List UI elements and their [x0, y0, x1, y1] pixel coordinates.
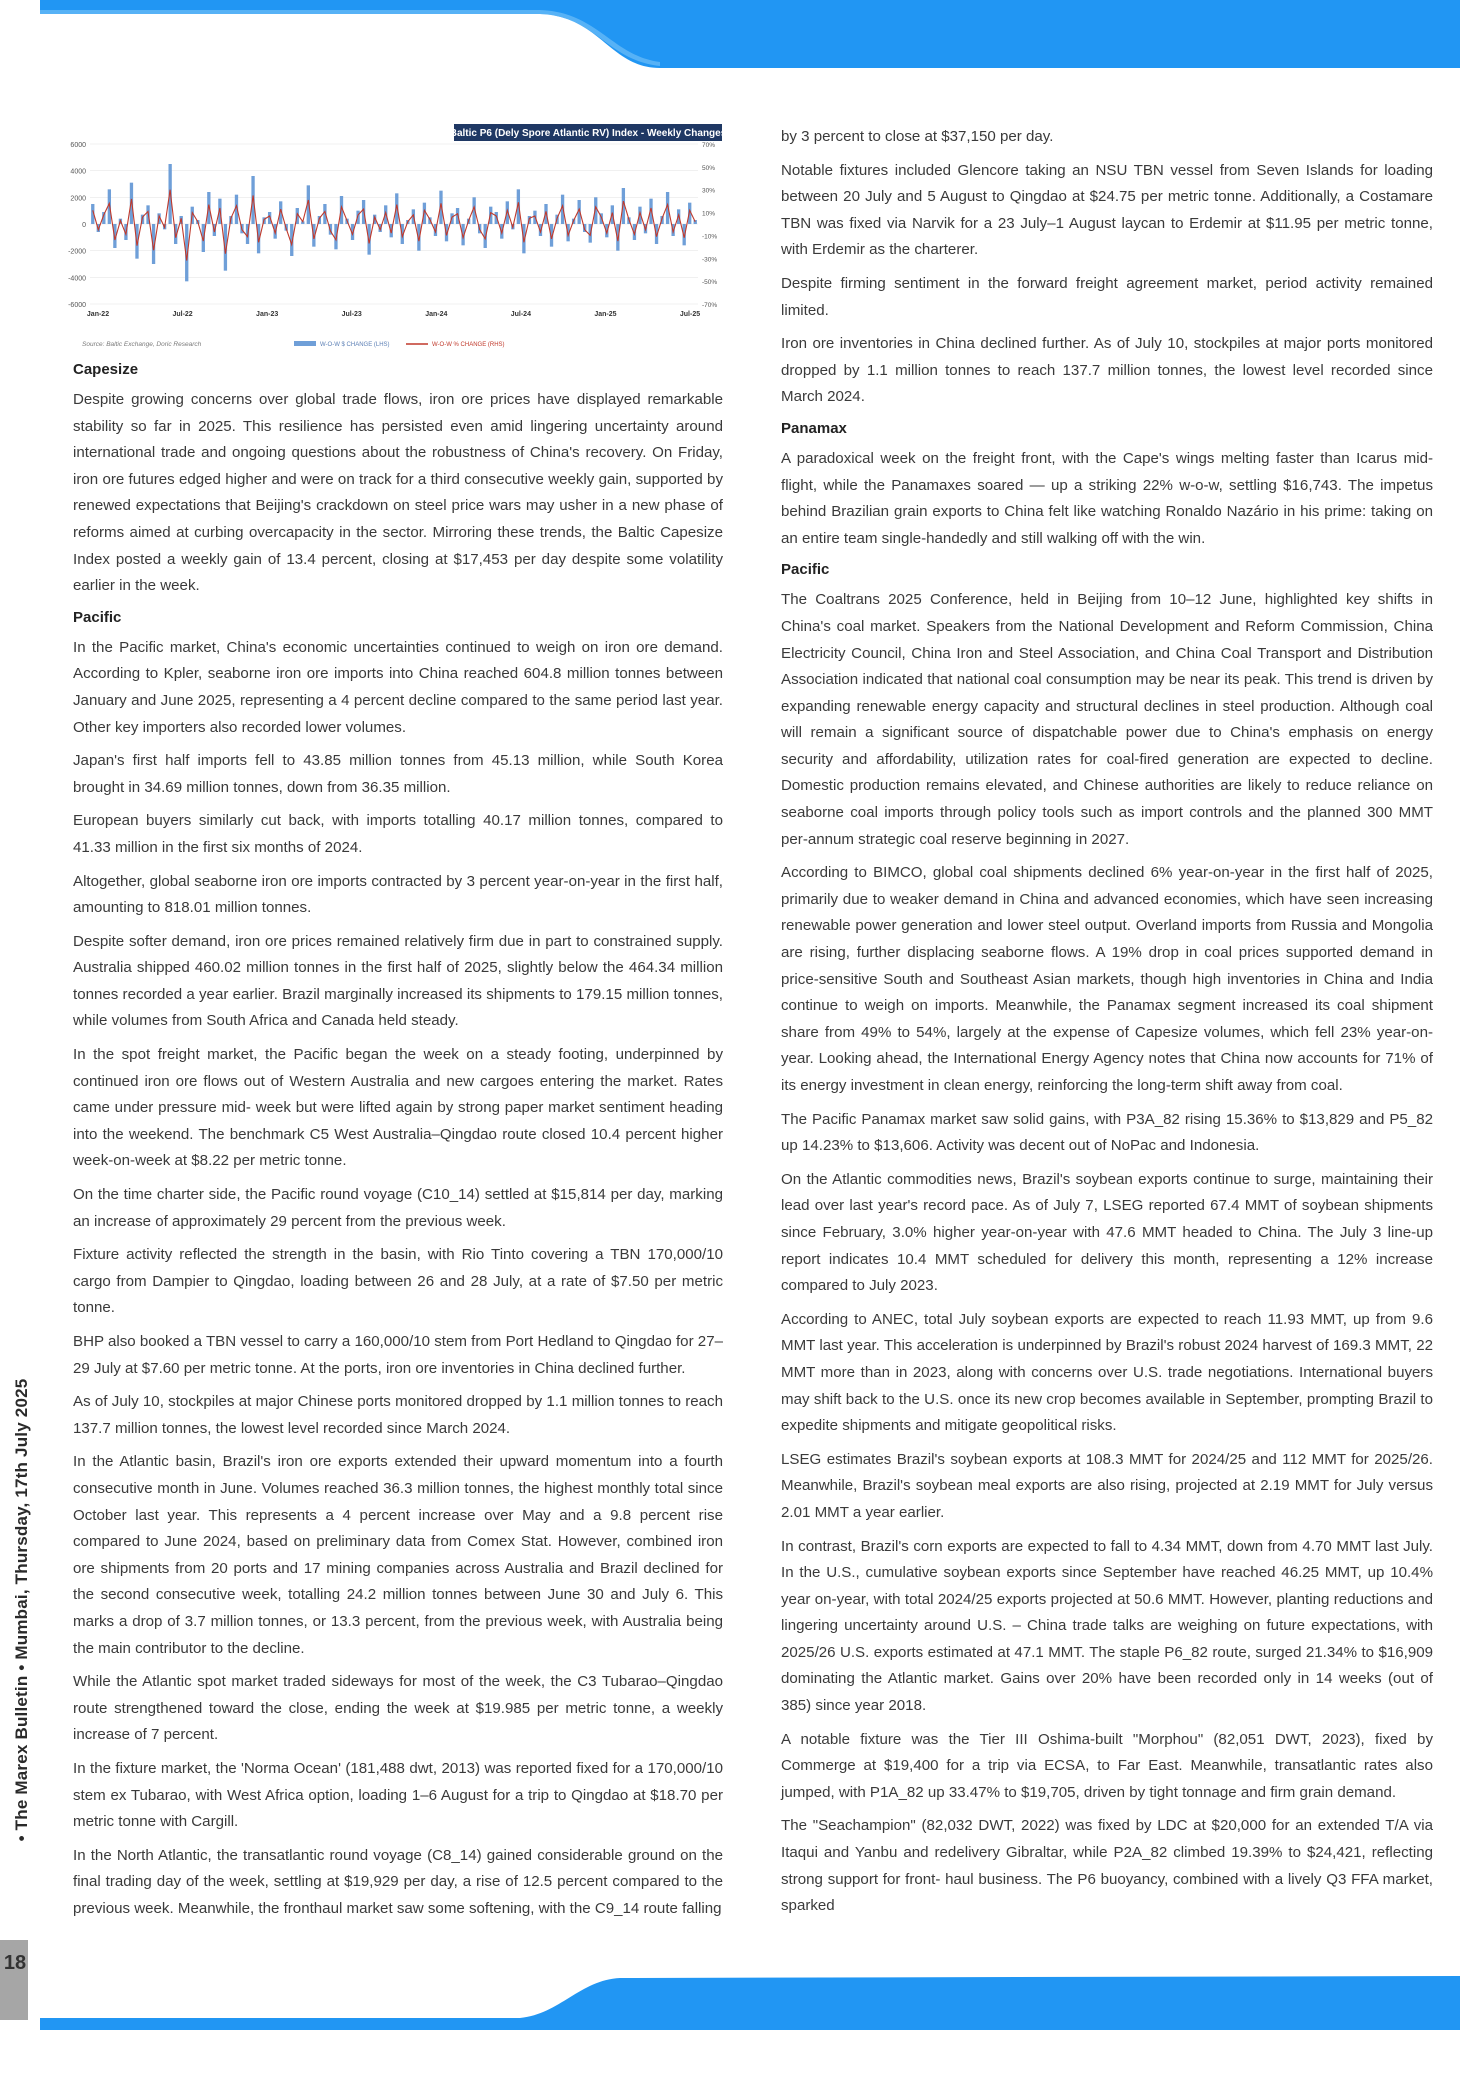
footer-band-shape: [40, 1976, 1460, 2030]
chart-bar: [334, 224, 337, 249]
heading-panamax: Panamax: [781, 419, 847, 437]
chart-right-tick: -10%: [702, 233, 718, 241]
chart-right-tick: -30%: [702, 256, 718, 264]
right-column: [781, 124, 1433, 1927]
chart-series-line: [93, 190, 695, 261]
chart-x-tick: Jul-24: [510, 311, 531, 318]
chart-x-tick: Jan-24: [425, 311, 448, 318]
left-column: [73, 357, 723, 1929]
paragraph: The Coaltrans 2025 Conference, held in Beijing from 10–12 June, highlighted key shifts in China's coal market. Speakers from the National Development and Reform Commission, China Electricity Council, China Iron and Steel Association, and China Coal Transport and Distribution Association indicated that national coal consumption may be near its peak. This trend is driven by expanding renewable energy capacity and structural declines in steel production. Although coal will remain a significant source of dispatchable power due to China's emphasis on energy security and affordability, utilization rates for coal-fired generation are expected to decline. Domestic production remains elevated, and Chinese authorities are likely to reduce reliance on seaborne coal imports through policy tools such as import controls and the planned 300 MMT per-annum strategic coal reserve beginning in 2027.: [781, 591, 1433, 848]
chart-left-tick: -6000: [68, 302, 86, 309]
heading-pacific: Pacific: [781, 561, 830, 579]
paragraph: by 3 percent to close at $37,150 per day.: [781, 128, 1054, 145]
baltic-p6-chart: [68, 124, 728, 354]
chart-x-tick: Jan-23: [256, 311, 279, 318]
paragraph: Fixture activity reflected the strength in the basin, with Rio Tinto covering a TBN 170,000/10 cargo from Dampier to Qingdao, loading between 26 and 28 July, at a rate of $7.50 per metric tonne.: [73, 1246, 723, 1317]
chart-left-tick: -4000: [68, 275, 86, 283]
paragraph: European buyers similarly cut back, with imports totalling 40.17 million tonnes, compared to 41.33 million in the first six months of 2024.: [73, 812, 723, 856]
paragraph: As of July 10, stockpiles at major Chinese ports monitored dropped by 1.1 million tonnes to reach 137.7 million tonnes, the lowest level recorded since March 2024.: [73, 1393, 723, 1437]
heading-capesize: Capesize: [73, 361, 139, 378]
paragraph: A paradoxical week on the freight front, with the Cape's wings melting faster than Icarus mid-flight, while the Panamaxes soared — up a striking 22% w-o-w, settling $16,743. The impetus behind Brazilian grain exports to China felt like watching Ronaldo Nazário in his prime: taking on an entire team single-handedly and still walking off with the win.: [781, 449, 1433, 547]
paragraph: Despite softer demand, iron ore prices remained relatively firm due in part to constrained supply. Australia shipped 460.02 million tonnes in the first half of 2025, slightly below the 464.34 million tonnes recorded a year earlier. Brazil marginally increased its shipments to 179.15 million tonnes, while volumes from South Africa and Canada held steady.: [73, 932, 723, 1030]
paragraph: The Pacific Panamax market saw solid gains, with P3A_82 rising 15.36% to $13,829 and P5_82 up 14.23% to $13,606. Activity was decent out of NoPac and Indonesia.: [781, 1110, 1433, 1155]
chart-right-tick: 50%: [702, 164, 716, 172]
chart-right-tick: 10%: [702, 210, 716, 218]
chart-right-tick: -70%: [702, 302, 718, 309]
paragraph: According to ANEC, total July soybean exports are expected to reach 11.93 MMT, up from 9.6 MMT last year. This acceleration is underpinned by Brazil's robust 2024 harvest of 169.3 MMT, 22 MMT more than in 2023, along with concerns over U.S. trade negotiations. International buyers may shift back to the U.S. once its new crop becomes available in September, prompting Brazil to expedite shipments and mitigate geopolitical risks.: [781, 1310, 1433, 1435]
chart-right-tick: -50%: [702, 279, 718, 287]
paragraph: While the Atlantic spot market traded sideways for most of the week, the C3 Tubarao–Qingdao route strengthened toward the close, ending the week at $19.985 per metric tonne, a weekly increase of 7 percent.: [73, 1673, 723, 1744]
paragraph: In the Pacific market, China's economic uncertainties continued to weigh on iron ore demand. According to Kpler, seaborne iron ore imports into China reached 604.8 million tonnes between January and June 2025, representing a 4 percent decline compared to the same period last year. Other key importers also recorded lower volumes.: [73, 638, 723, 736]
header-band: [0, 0, 1460, 68]
paragraph: In the Atlantic basin, Brazil's iron ore exports extended their upward momentum into a fourth consecutive month in June. Volumes reached 36.3 million tonnes, the highest monthly total since October last year. This represents a 4 percent increase over May and a 9.8 percent rise compared to June 2024, based on preliminary data from Comex Stat. However, combined iron ore shipments from 20 ports and 17 mining companies across Australia and Brazil declined for the second consecutive week, totalling 24.2 million tonnes between June 30 and July 6. This marks a drop of 3.7 million tonnes, or 13.3 percent, from the previous week, with Australia being the main contributor to the decline.: [73, 1453, 723, 1657]
paragraph: LSEG estimates Brazil's soybean exports at 108.3 MMT for 2024/25 and 112 MMT for 2025/26. Meanwhile, Brazil's soybean meal exports are also rising, projected at 2.19 MMT for July versus 2.01 MMT a year earlier.: [781, 1450, 1433, 1521]
paragraph: Despite firming sentiment in the forward freight agreement market, period activity remained limited.: [781, 274, 1433, 319]
chart-x-tick: Jul-25: [679, 311, 701, 318]
paragraph: The "Seachampion" (82,032 DWT, 2022) was fixed by LDC at $20,000 for an extended T/A via Itaqui and Yanbu and redelivery Gibraltar, while P2A_82 climbed 19.39% to $24,421, reflecting strong support for front- haul business. The P6 buoyancy, combined with a lively Q3 FFA market, sparked: [781, 1817, 1433, 1915]
paragraph: Iron ore inventories in China declined further. As of July 10, stockpiles at major ports monitored dropped by 1.1 million tonnes to reach 137.7 million tonnes, the lowest level recorded since March 2024.: [781, 335, 1433, 406]
paragraph: Japan's first half imports fell to 43.85 million tonnes from 45.13 million, while South Korea brought in 34.69 million tonnes, down from 36.35 million.: [73, 752, 723, 796]
paragraph: Despite growing concerns over global trade flows, iron ore prices have displayed remarkable stability so far in 2025. This resilience has persisted even amid lingering uncertainty around international trade and ongoing questions about the robustness of China's recovery. On Friday, iron ore futures edged higher and were on track for a third consecutive weekly gain, supported by renewed expectations that Beijing's crackdown on steel price wars may usher in a new phase of reforms aimed at curbing overcapacity in the sector. Mirroring these trends, the Baltic Capesize Index posted a weekly gain of 13.4 percent, closing at $17,453 per day despite some volatility earlier in the week.: [73, 391, 723, 595]
paragraph: In contrast, Brazil's corn exports are expected to fall to 4.34 MMT, down from 4.70 MMT last July. In the U.S., cumulative soybean exports since September have reached 46.25 MMT, up 10.4% year on-year, with total 2024/25 exports projected at 50.6 MMT. However, planting reductions and lingering uncertainty around U.S. – China trade talks are weighing on future expectations, with 2025/26 U.S. exports estimated at 47.1 MMT. The staple P6_82 route, surged 21.34% to $16,909 dominating the Atlantic market. Gains over 20% have been recorded only in 14 weeks (out of 385) since year 2018.: [781, 1537, 1433, 1715]
paragraph: In the spot freight market, the Pacific began the week on a steady footing, underpinned by continued iron ore flows out of Western Australia and new cargoes entering the market. Rates came under pressure mid- week but were lifted again by strong paper market sentiment heading into the weekend. The benchmark C5 West Australia–Qingdao route closed 10.4 percent higher week-on-week at $8.22 per metric tonne.: [73, 1046, 723, 1170]
chart-x-tick: Jan-25: [594, 311, 617, 318]
paragraph: BHP also booked a TBN vessel to carry a 160,000/10 stem from Port Hedland to Qingdao for 27–29 July at $7.60 per metric tonne. At the ports, iron ore inventories in China declined further.: [73, 1333, 723, 1377]
chart-left-tick: 0: [82, 222, 86, 229]
sidebar-bulletin-text: • The Marex Bulletin • Mumbai, Thursday, 17th July 2025: [12, 1378, 31, 1842]
chart-x-tick: Jan-22: [86, 311, 110, 318]
paragraph: On the time charter side, the Pacific round voyage (C10_14) settled at $15,814 per day, marking an increase of approximately 29 percent from the previous week.: [73, 1186, 723, 1230]
footer-band: [0, 1970, 1460, 2050]
chart-left-tick: 6000: [70, 142, 86, 149]
paragraph: On the Atlantic commodities news, Brazil's soybean exports continue to surge, maintaining their lead over last year's record pace. As of July 7, LSEG reported 67.4 MMT of soybean shipments since February, 3.0% higher year-on-year with 47.6 MMT headed to China. The July 3 line-up report indicates 10.4 MMT scheduled for delivery this month, representing a 12% increase compared to July 2023.: [781, 1170, 1433, 1295]
paragraph: Notable fixtures included Glencore taking an NSU TBN vessel from Seven Islands for loading between 20 July and 5 August to Qingdao at $24.75 per metric tonne. Additionally, a Costamare TBN was fixed via Narvik for a 23 July–1 August laycan to Erdemir at $11.95 per metric tonne, with Erdemir as the charterer.: [781, 161, 1433, 259]
paragraph: A notable fixture was the Tier III Oshima-built "Morphou" (82,051 DWT, 2023), fixed by Commerge at $19,400 for a trip via ECSA, to Far East. Meanwhile, transatlantic rates also jumped, with P1A_82 up 33.47% to $19,705, driven by tight tonnage and firm grain demand.: [781, 1730, 1433, 1801]
paragraph: In the North Atlantic, the transatlantic round voyage (C8_14) gained considerable ground on the final trading day of the week, settling at $19,929 per day, a rise of 12.5 percent compared to the previous week. Meanwhile, the fronthaul market saw some softening, with the C9_14 route falling: [73, 1846, 723, 1917]
chart-right-tick: 70%: [702, 142, 716, 149]
paragraph: In the fixture market, the 'Norma Ocean' (181,488 dwt, 2013) was reported fixed for a 170,000/10 stem ex Tubarao, with West Africa option, loading 1–6 August for a trip to Qingdao at $18.70 per metric tonne with Cargill.: [73, 1759, 723, 1831]
legend-label-line: W-O-W % CHANGE (RHS): [432, 342, 505, 348]
legend-swatch-bars: [294, 341, 316, 346]
chart-source: Source: Baltic Exchange, Doric Research: [82, 341, 202, 348]
paragraph: Altogether, global seaborne iron ore imports contracted by 3 percent year-on-year in the first half, amounting to 818.01 million tonnes.: [73, 872, 723, 917]
paragraph: According to BIMCO, global coal shipments declined 6% year-on-year in the first half of 2025, primarily due to weaker demand in China and advanced economies, which have seen increasing renewable power generation and lower steel output. Overland imports from Russia and Mongolia are rising, further displacing seaborne flows. A 19% drop in coal prices supported demand in price-sensitive South and Southeast Asian markets, though high inventories in China and India continue to weigh on imports. Meanwhile, the Panamax segment increased its coal shipment share from 49% to 54%, largely at the expense of Capesize volumes, which fell 23% year-on-year. Looking ahead, the International Energy Agency notes that China now accounts for 71% of its energy investment in clean energy, reinforcing the long-term shift away from coal.: [781, 864, 1433, 1094]
legend-label-bars: W-O-W $ CHANGE (LHS): [320, 342, 390, 348]
chart-x-tick: Jul-22: [172, 311, 193, 318]
chart-bar: [251, 176, 254, 224]
chart-title: Baltic P6 (Dely Spore Atlantic RV) Index - Weekly Changes: [449, 128, 727, 139]
chart-left-tick: -2000: [68, 248, 86, 256]
heading-pacific: Pacific: [73, 608, 122, 626]
chart-right-tick: 30%: [702, 187, 716, 195]
chart-x-tick: Jul-23: [341, 311, 362, 318]
page-number: 18: [3, 1952, 27, 1974]
chart-left-tick: 4000: [70, 168, 86, 176]
chart-left-tick: 2000: [70, 195, 86, 203]
